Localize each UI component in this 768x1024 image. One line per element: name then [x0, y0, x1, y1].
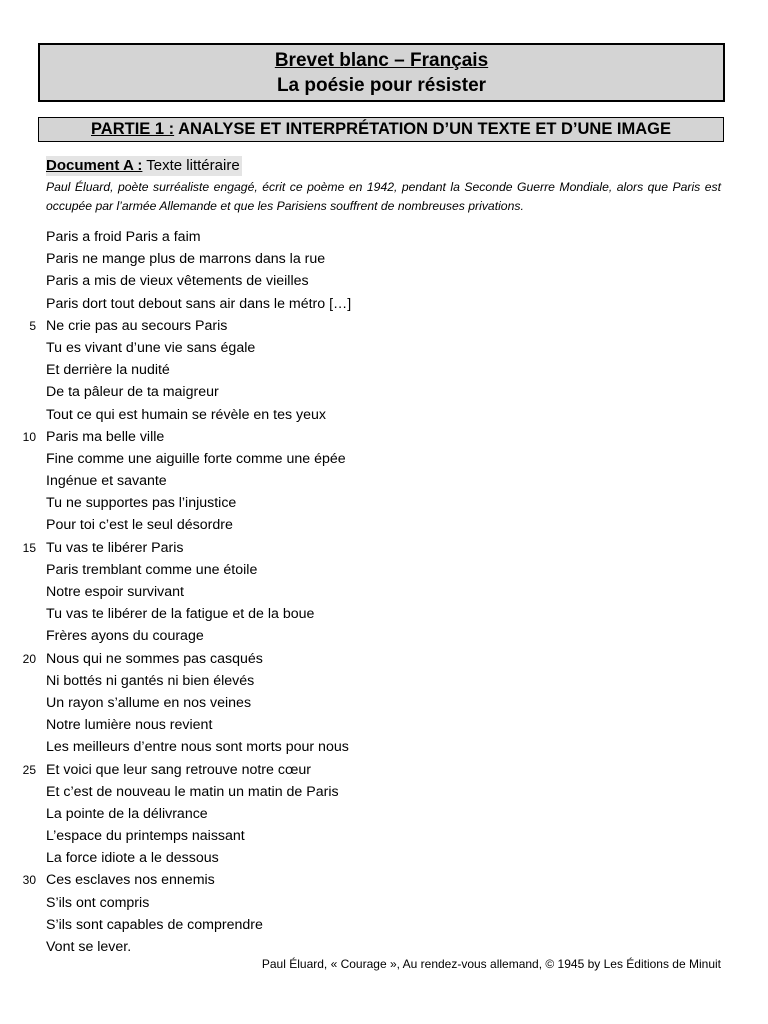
poem-line-text: Tu vas te libérer de la fatigue et de la boue [46, 606, 315, 623]
poem-line-text: Ne crie pas au secours Paris [46, 317, 228, 334]
poem-line [0, 270, 768, 292]
poem-line [0, 892, 768, 914]
poem-line-text: Et c’est de nouveau le matin un matin de Paris [46, 783, 339, 800]
poem-line [0, 803, 768, 825]
poem-line [0, 670, 768, 692]
poem-line-text: Notre espoir survivant [46, 584, 184, 600]
document-heading [46, 156, 242, 176]
poem-line [0, 692, 768, 714]
poem-line-text: Nous qui ne sommes pas casqués [46, 650, 263, 667]
poem-body [0, 226, 768, 958]
poem-line-text: Paris a froid Paris a faim [46, 229, 201, 245]
poem-line-text: Vont se lever. [46, 939, 132, 955]
poem-line [0, 359, 768, 381]
poem-line-text: Tout ce qui est humain se révèle en tes yeux [46, 406, 326, 423]
poem-line-text: Ingénue et savante [46, 473, 167, 490]
poem-line-text: Tu es vivant d’une vie sans égale [46, 339, 256, 356]
poem-line [0, 492, 768, 514]
exam-subtitle: La poésie pour résister [276, 75, 487, 96]
poem-line-text: De ta pâleur de ta maigreur [46, 384, 219, 401]
poem-line [0, 404, 768, 426]
line-number: 25 [22, 762, 36, 777]
poem-line-text: Ni bottés ni gantés ni bien élevés [46, 672, 255, 689]
poem-line [0, 759, 768, 781]
poem-line [0, 470, 768, 492]
poem-line-text: Et derrière la nudité [46, 362, 170, 379]
poem-line-text: Paris dort tout debout sans air dans le métro […] [46, 295, 352, 312]
poem-line [0, 736, 768, 758]
exam-title: Brevet blanc – Français [274, 50, 489, 71]
poem-line-text: Notre lumière nous revient [46, 717, 213, 734]
poem-line-text: Paris a mis de vieux vêtements de vieilles [46, 273, 309, 290]
source-credit: Paul Éluard, « Courage », Au rendez-vous allemand, © 1945 by Les Éditions de Minuit [261, 957, 721, 971]
poem-line-text: Et voici que leur sang retrouve notre cœur [46, 761, 311, 778]
poem-line-text: Tu ne supportes pas l’injustice [46, 495, 237, 512]
poem-line [0, 448, 768, 470]
document-intro: Paul Éluard, poète surréaliste engagé, écrit ce poème en 1942, pendant la Seconde Guerre Mondiale, alors que Paris est occupée par l’armée Allemande et que les Parisiens souffrent de nombreuses privations. [46, 180, 721, 213]
poem-line-text: Un rayon s’allume en nos veines [46, 694, 252, 711]
poem-line-text: Frères ayons du courage [46, 628, 204, 645]
poem-line-text: Ces esclaves nos ennemis [46, 872, 215, 889]
poem-line [0, 315, 768, 337]
poem-line [0, 337, 768, 359]
part-label: PARTIE 1 : [91, 120, 175, 138]
poem-line-text: S’ils ont compris [46, 894, 150, 911]
poem-line [0, 625, 768, 647]
poem-line-text: La force idiote a le dessous [46, 850, 219, 867]
poem-line-text: Paris tremblant comme une étoile [46, 561, 258, 578]
poem-line-text: Les meilleurs d’entre nous sont morts pour nous [46, 739, 349, 756]
poem-line [0, 847, 768, 869]
poem-line [0, 869, 768, 891]
document-label: Document A : [46, 157, 143, 174]
line-number: 15 [22, 540, 36, 555]
document-type: Texte littéraire [142, 157, 240, 174]
poem-line-text: L’espace du printemps naissant [46, 828, 245, 845]
part-title: ANALYSE ET INTERPRÉTATION D’UN TEXTE ET D’UNE IMAGE [174, 120, 671, 138]
line-number: 30 [22, 873, 36, 888]
poem-line [0, 293, 768, 315]
poem-line-text: Paris ma belle ville [46, 428, 165, 445]
poem-line [0, 426, 768, 448]
line-number: 20 [22, 651, 36, 666]
poem-line [0, 714, 768, 736]
part-heading [38, 117, 724, 142]
poem-line [0, 559, 768, 581]
poem-line [0, 226, 768, 248]
poem-line [0, 781, 768, 803]
poem-line [0, 514, 768, 536]
poem-line-text: La pointe de la délivrance [46, 805, 208, 822]
poem-line-text: Paris ne mange plus de marrons dans la rue [46, 251, 326, 268]
poem-line-text: Fine comme une aiguille forte comme une épée [46, 450, 346, 467]
poem-line-text: Tu vas te libérer Paris [46, 539, 184, 556]
poem-line [0, 825, 768, 847]
poem-line [0, 537, 768, 559]
poem-line [0, 381, 768, 403]
line-number: 5 [29, 318, 36, 333]
poem-line-text: S’ils sont capables de comprendre [46, 916, 263, 933]
title-box [38, 43, 725, 102]
poem-line [0, 603, 768, 625]
poem-line [0, 914, 768, 936]
poem-line [0, 581, 768, 603]
poem-line [0, 248, 768, 270]
poem-line [0, 648, 768, 670]
poem-line-text: Pour toi c’est le seul désordre [46, 517, 233, 534]
line-number: 10 [22, 429, 36, 444]
